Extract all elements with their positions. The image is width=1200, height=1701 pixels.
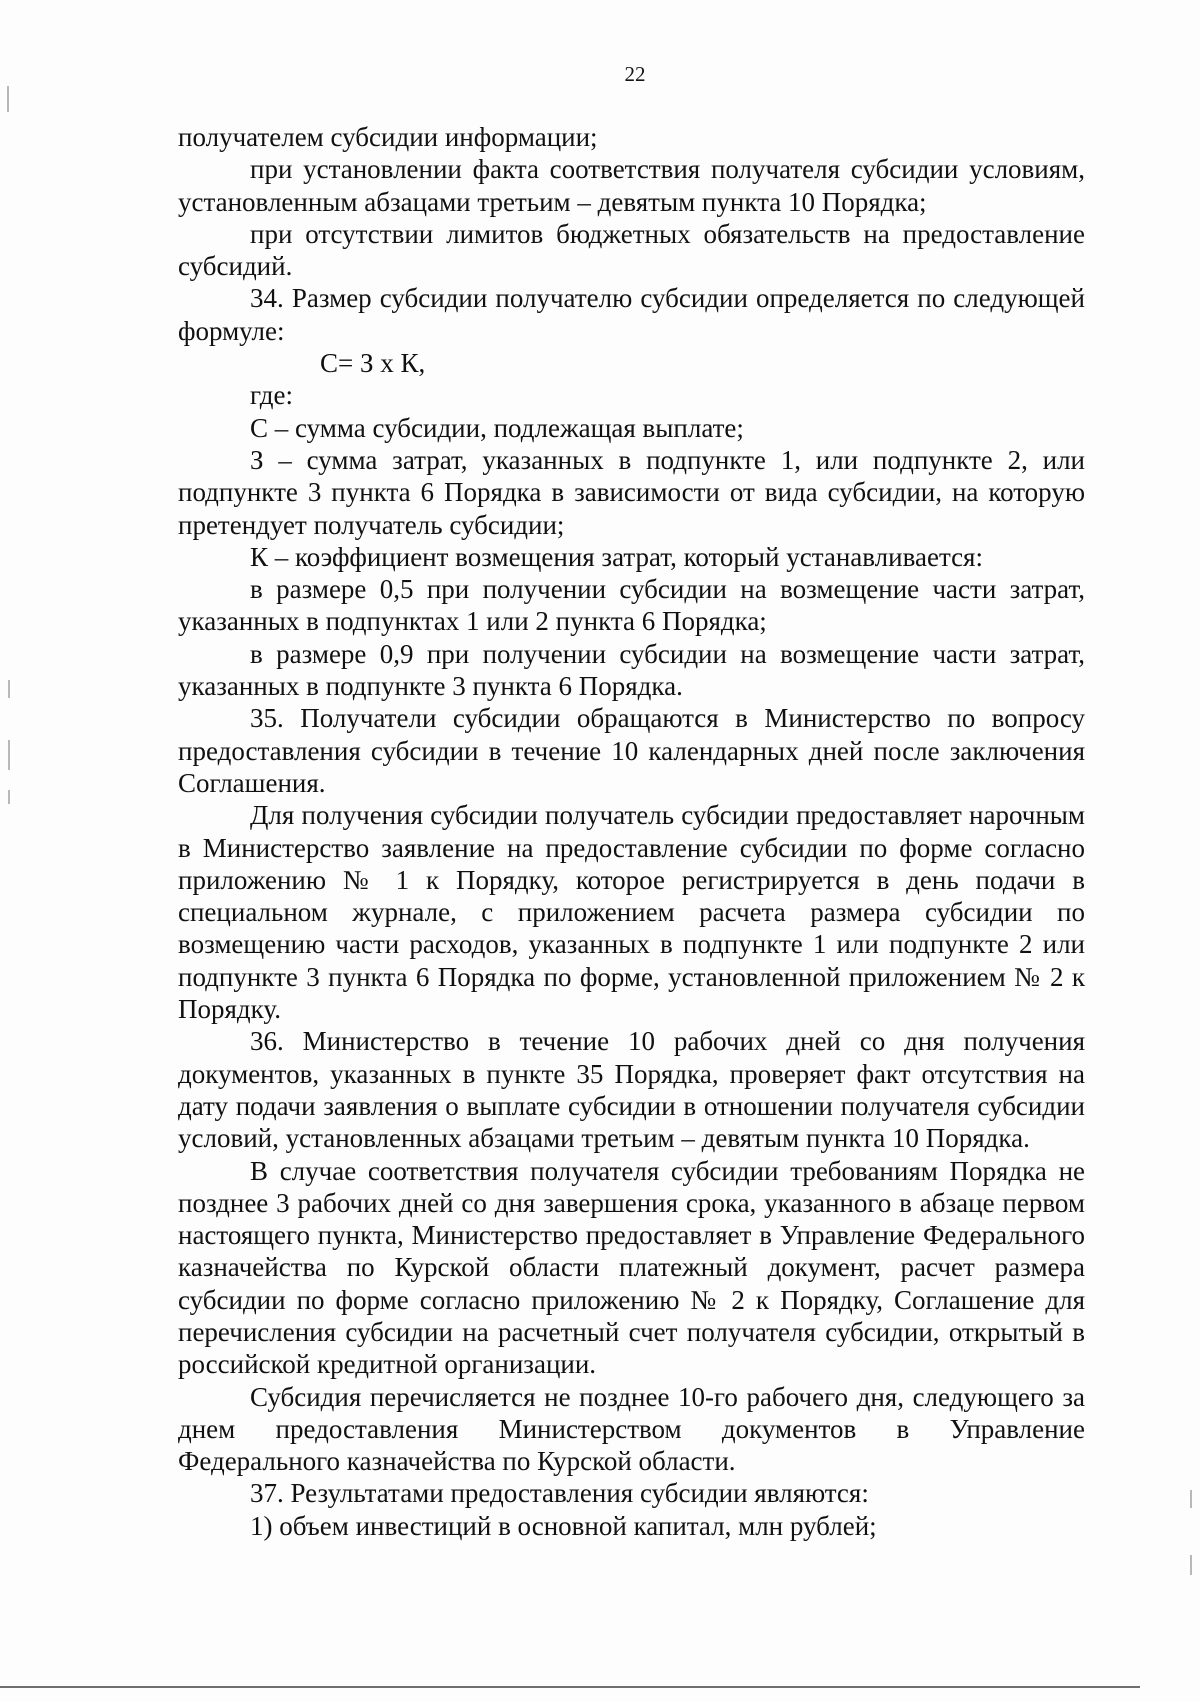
paragraph-item-36: 36. Министерство в течение 10 рабочих дней со дня получения документов, указанных в пункте 35 Порядка, проверяет факт отсутствия на дату подачи заявления о выплате субсидии в отношении получателя субсидии условий, установленных абзацами третьим – девятым пункта 10 Порядка. [178, 1026, 1085, 1154]
paragraph-application: Для получения субсидии получатель субсидии предоставляет нарочным в Министерство заявление на предоставление субсидии по форме согласно приложению № 1 к Порядку, которое регистрируется в день подачи в специальном журнале, с приложением расчета размера субсидии по возмещению части расходов, указанных в подпункте 1 или подпункте 2 или подпункте 3 пункта 6 Порядка по форме, установленной приложением № 2 к Порядку. [178, 800, 1085, 1025]
paragraph-condition-limits: при отсутствии лимитов бюджетных обязательств на предоставление субсидий. [178, 218, 1085, 282]
paragraph-condition-compliance: при установлении факта соответствия получателя субсидии условиям, установленным абзацами третьим – девятым пункта 10 Порядка; [178, 154, 1085, 217]
scan-edge-mark [7, 86, 9, 112]
paragraph-compliance-case: В случае соответствия получателя субсидии требованиям Порядка не позднее 3 рабочих дней со дня завершения срока, указанного в абзаце первом настоящего пункта, Министерство предоставляет в Управление Федерального казначейства по Курской области платежный документ, расчет размера субсидии по форме согласно приложению № 2 к Порядку, Соглашение для перечисления субсидии на расчетный счет получателя субсидии, открытый в российской кредитной организации. [178, 1155, 1085, 1380]
scan-bottom-edge [0, 1686, 1140, 1688]
paragraph-definition-k: К – коэффициент возмещения затрат, который устанавливается: [250, 541, 983, 572]
paragraph-continuation: получателем субсидии информации; [178, 122, 598, 152]
scan-edge-mark [8, 680, 10, 698]
paragraph-item-34: 34. Размер субсидии получателю субсидии определяется по следующей формуле: [178, 283, 1085, 346]
paragraph-transfer: Субсидия перечисляется не позднее 10-го рабочего дня, следующего за днем предоставления Министерством документов в Управление Федерального казначейства по Курской области. [178, 1381, 1085, 1477]
document-body [178, 121, 1085, 1542]
scan-edge-mark [1190, 1490, 1192, 1508]
paragraph-result-1: 1) объем инвестиций в основной капитал, млн рублей; [250, 1510, 877, 1541]
page-number: 22 [624, 62, 646, 86]
paragraph-where: где: [250, 380, 293, 411]
paragraph-coefficient-05: в размере 0,5 при получении субсидии на возмещение части затрат, указанных в подпунктах 1 или 2 пункта 6 Порядка; [178, 574, 1085, 637]
scan-edge-mark [8, 740, 10, 770]
formula: С= З х К, [320, 348, 426, 379]
paragraph-item-37: 37. Результатами предоставления субсидии являются: [250, 1478, 869, 1509]
paragraph-definition-z: З – сумма затрат, указанных в подпункте 1, или подпункте 2, или подпункте 3 пункта 6 Порядка в зависимости от вида субсидии, на которую претендует получатель субсидии; [178, 444, 1085, 540]
scan-edge-mark [8, 790, 10, 804]
paragraph-coefficient-09: в размере 0,9 при получении субсидии на возмещение части затрат, указанных в подпункте 3 пункта 6 Порядка. [178, 638, 1085, 702]
paragraph-definition-c: С – сумма субсидии, подлежащая выплате; [250, 412, 744, 443]
paragraph-item-35: 35. Получатели субсидии обращаются в Министерство по вопросу предоставления субсидии в течение 10 календарных дней после заключения Соглашения. [178, 703, 1085, 798]
scan-edge-mark [1190, 1555, 1192, 1575]
